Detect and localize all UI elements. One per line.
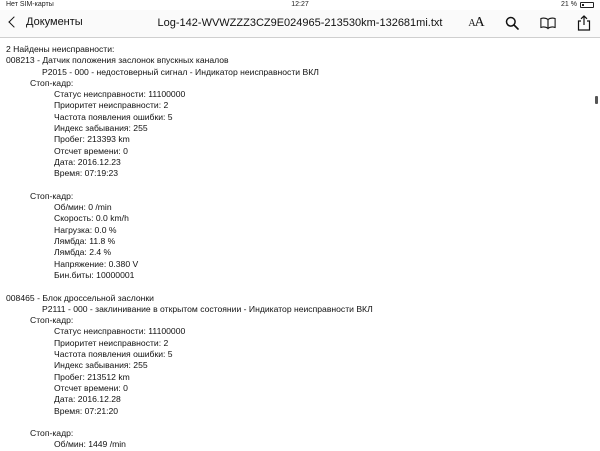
navigation-bar [0, 10, 600, 38]
document-line: Отсчет времени: 0 [54, 382, 128, 393]
document-line: 2 Найдены неисправности: [6, 44, 115, 54]
search-icon[interactable] [504, 14, 520, 32]
document-line: Стоп-кадр: [30, 190, 74, 201]
scroll-indicator[interactable] [595, 96, 598, 104]
document-line: Напряжение: 0.380 V [54, 258, 139, 269]
document-line: Об/мин: 1449 /min [54, 439, 126, 450]
document-line [6, 417, 591, 428]
document-line: Статус неисправности: 11100000 [54, 89, 186, 100]
document-line: Приоритет неисправности: 2 [54, 337, 169, 348]
document-line: Стоп-кадр: [30, 428, 74, 439]
document-line: Статус неисправности: 11100000 [54, 326, 186, 337]
document-line: Стоп-кадр: [30, 77, 74, 88]
battery-icon [580, 2, 594, 8]
document-line: Пробег: 213512 km [54, 371, 130, 382]
document-line [6, 180, 591, 191]
document-line: Дата: 2016.12.28 [54, 394, 121, 405]
battery-percent: 21 % [561, 1, 577, 8]
document-line [6, 281, 591, 292]
document-title: Log-142-WVWZZZ3CZ9E024965-213530km-132681mi.txt [157, 17, 443, 29]
document-line: Об/мин: 0 /min [54, 202, 112, 213]
back-label: Документы [26, 16, 83, 28]
document-line: Время: 07:21:20 [54, 405, 119, 416]
document-line: 008465 - Блок дроссельной заслонки [6, 292, 154, 303]
document-line: Бин.биты: 10000001 [54, 269, 135, 280]
status-bar [0, 0, 600, 10]
document-line: P2111 - 000 - заклинивание в открытом состоянии - Индикатор неисправности ВКЛ [42, 303, 373, 314]
document-line: Частота появления ошибки: 5 [54, 349, 173, 360]
document-line: 008213 - Датчик положения заслонок впускных каналов [6, 55, 229, 66]
document-line: Частота появления ошибки: 5 [54, 111, 173, 122]
document-line: Нагрузка: 0.0 % [54, 224, 117, 235]
document-line: Лямбда: 2.4 % [54, 247, 112, 258]
document-line: Дата: 2016.12.23 [54, 156, 121, 167]
clock: 12:27 [291, 1, 309, 8]
document-line: Скорость: 0.0 km/h [54, 213, 129, 224]
document-line: Время: 07:19:23 [54, 168, 119, 179]
book-icon[interactable] [540, 14, 556, 32]
document-line: Индекс забывания: 255 [54, 360, 148, 371]
document-line: Отсчет времени: 0 [54, 145, 128, 156]
document-line: Пробег: 213393 km [54, 134, 130, 145]
document-line: P2015 - 000 - недостоверный сигнал - Индикатор неисправности ВКЛ [42, 66, 319, 77]
document-line: Приоритет неисправности: 2 [54, 100, 169, 111]
document-line: Индекс забывания: 255 [54, 123, 148, 134]
battery-indicator [561, 0, 594, 10]
document-line: Стоп-кадр: [30, 315, 74, 326]
carrier-label: Нет SIM-карты [6, 1, 54, 8]
document-body [6, 44, 591, 451]
toolbar-actions [468, 14, 592, 32]
document-line: Лямбда: 11.8 % [54, 236, 116, 247]
font-size-icon[interactable]: A A [468, 15, 484, 30]
share-icon[interactable] [576, 14, 592, 32]
